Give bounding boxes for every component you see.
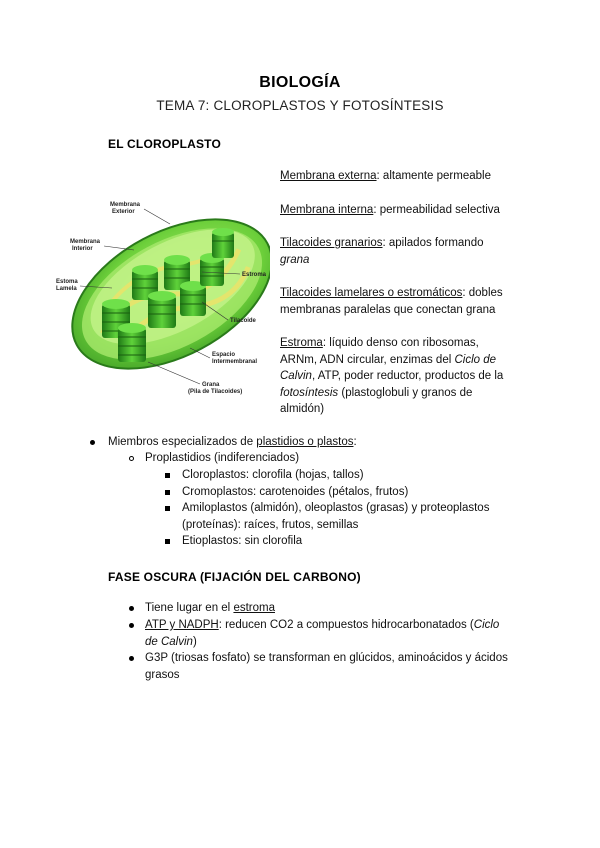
svg-text:Lamela: Lamela <box>56 286 77 292</box>
bullet-dot <box>129 606 134 611</box>
svg-text:Membrana: Membrana <box>70 239 101 245</box>
list-text-italic: Ciclo <box>473 619 500 631</box>
def-tilacoides-lamelares <box>280 285 580 318</box>
chloroplast-illustration <box>52 176 270 408</box>
svg-text:(Pila de Tilacoides): (Pila de Tilacoides) <box>188 389 243 395</box>
def-text-italic: grana <box>280 253 310 266</box>
svg-text:Intermembranal: Intermembranal <box>212 359 258 365</box>
list-text: : <box>353 436 357 448</box>
bullet-square <box>165 539 170 544</box>
bullet-dot <box>129 656 134 661</box>
list-item-amiloplastos <box>182 500 542 533</box>
svg-text:Interior: Interior <box>72 246 93 252</box>
svg-text:Estoma: Estoma <box>56 279 78 285</box>
list-text: G3P (triosas fosfato) se transforman en glúcidos, aminoácidos y ácidos <box>145 652 508 664</box>
bullet-square <box>165 490 170 495</box>
term-estroma: Estroma <box>280 337 323 349</box>
bullet-square <box>165 506 170 511</box>
svg-text:Exterior: Exterior <box>112 209 135 215</box>
list-item-etioplastos: Etioplastos: sin clorofila <box>182 535 303 547</box>
list-text-underline: plastidios o plastos <box>256 436 354 448</box>
def-text-italic: fotosíntesis <box>280 386 339 399</box>
list-text: grasos <box>145 668 180 681</box>
def-membrana-externa <box>280 168 580 185</box>
page-title: BIOLOGÍA <box>259 74 341 91</box>
list-item-estroma <box>145 600 275 617</box>
def-estroma <box>280 335 590 418</box>
list-item-cloroplastos: Cloroplastos: clorofila (hojas, tallos) <box>182 469 364 481</box>
def-text: almidón) <box>280 403 325 415</box>
bullet-square <box>165 473 170 478</box>
list-text: ) <box>192 635 197 648</box>
def-tilacoides-granarios <box>280 235 580 268</box>
list-item-atp-nadph <box>145 617 545 650</box>
svg-text:Estroma: Estroma <box>242 272 267 278</box>
list-text-underline: estroma <box>233 602 275 614</box>
def-text: : líquido denso con ribosomas, <box>322 337 479 349</box>
svg-text:Membrana: Membrana <box>110 202 141 208</box>
def-text: membranas paralelas que conectan grana <box>280 303 496 316</box>
def-text: : altamente permeable <box>376 170 491 182</box>
term-tilacoides-lamelares: Tilacoides lamelares o estromáticos <box>280 287 463 299</box>
list-text: Miembros especializados de <box>108 436 257 448</box>
list-text: Amiloplastos (almidón), oleoplastos (grasas) y proteoplastos <box>182 502 490 514</box>
list-text-underline: ATP y NADPH <box>145 619 219 631</box>
svg-text:Tilacoide: Tilacoide <box>230 318 256 324</box>
def-text: : permeabilidad selectiva <box>373 204 500 216</box>
list-text-italic: de Calvin <box>145 635 193 648</box>
page-subtitle: TEMA 7: CLOROPLASTOS Y FOTOSÍNTESIS <box>156 98 444 113</box>
svg-text:Espacio: Espacio <box>212 352 236 358</box>
bullet-dot <box>129 623 134 628</box>
chloroplast-diagram <box>52 176 270 408</box>
def-text-italic: Calvin <box>280 370 312 382</box>
section-heading-fase-oscura: FASE OSCURA (FIJACIÓN DEL CARBONO) <box>108 570 361 584</box>
term-tilacoides-granarios: Tilacoides granarios <box>280 237 383 249</box>
list-text: Tiene lugar en el <box>145 602 234 614</box>
section-heading-cloroplasto: EL CLOROPLASTO <box>108 137 222 151</box>
bullet-dot <box>90 440 95 445</box>
def-text: ARNm, ADN circular, enzimas del <box>280 353 455 366</box>
def-membrana-interna <box>280 202 580 219</box>
def-text: (plastoglobuli y granos de <box>338 386 473 399</box>
bullet-circle <box>129 456 134 461</box>
list-item-plastidios <box>108 434 357 451</box>
svg-text:Grana: Grana <box>202 382 220 388</box>
list-item-proplastidios: Proplastidios (indiferenciados) <box>145 452 300 464</box>
list-text: (proteínas): raíces, frutos, semillas <box>182 518 359 531</box>
term-membrana-externa: Membrana externa <box>280 170 377 182</box>
def-text: , ATP, poder reductor, productos de la <box>311 370 504 382</box>
term-membrana-interna: Membrana interna <box>280 204 374 216</box>
def-text-italic: Ciclo de <box>454 353 497 366</box>
list-item-cromoplastos: Cromoplastos: carotenoides (pétalos, frutos) <box>182 486 409 498</box>
list-item-g3p <box>145 650 555 683</box>
def-text: : dobles <box>462 287 503 299</box>
list-text: : reducen CO2 a compuestos hidrocarbonatados ( <box>218 619 474 631</box>
def-text: : apilados formando <box>382 237 484 249</box>
